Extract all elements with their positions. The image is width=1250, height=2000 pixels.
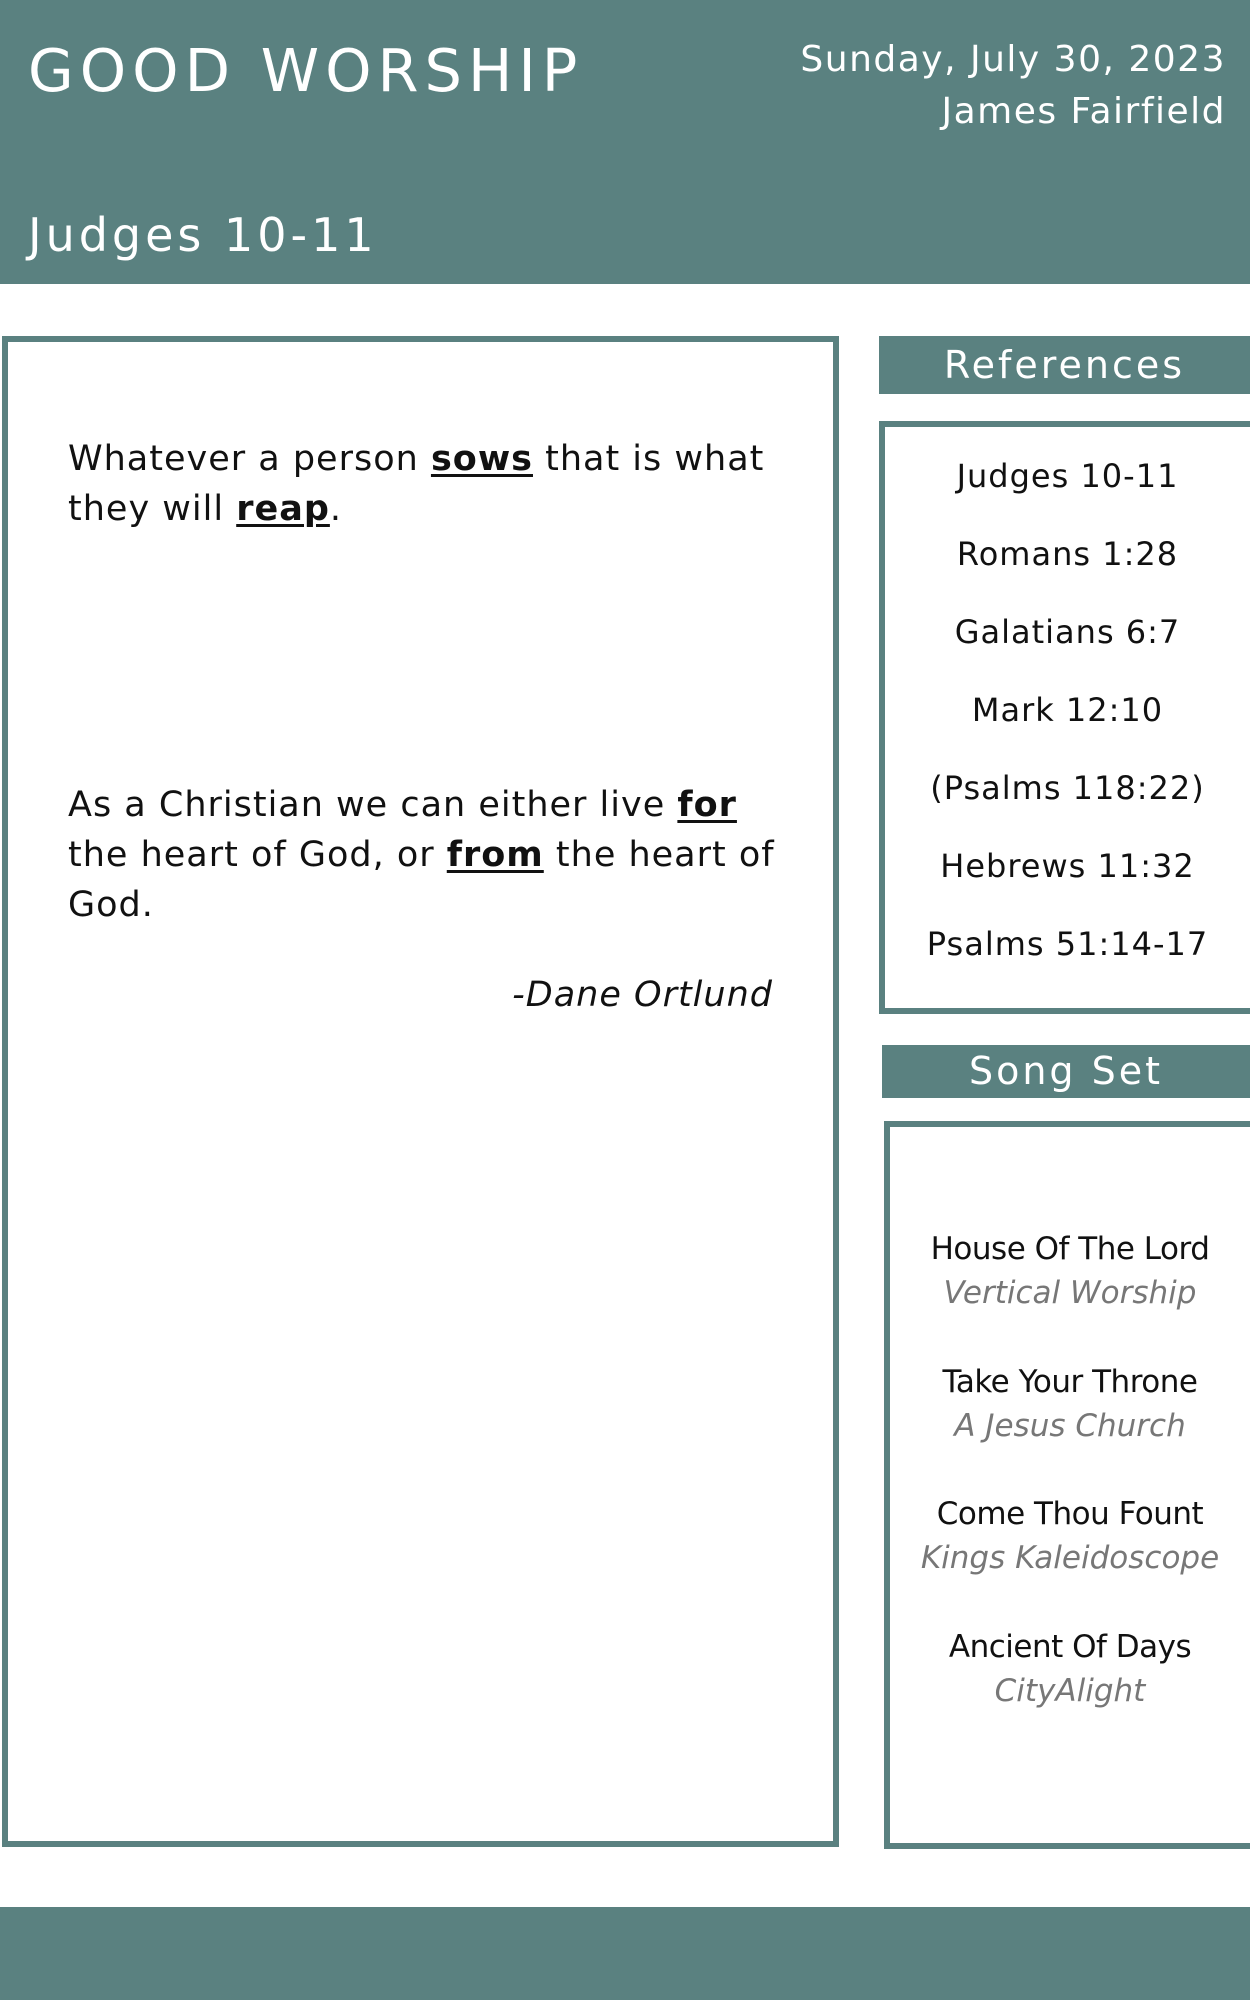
quote-text: the heart of God, or (68, 835, 447, 875)
notes-panel (2, 336, 839, 1847)
quote-text: As a Christian we can either live (68, 785, 678, 825)
song-set-list (884, 1121, 1250, 1849)
sermon-passage: Judges 10-11 (28, 208, 378, 262)
song-item (890, 1492, 1250, 1580)
song-set-heading: Song Set (882, 1045, 1250, 1098)
quote-author: -Dane Ortlund (512, 975, 773, 1015)
reference-item: Judges 10-11 (956, 457, 1179, 495)
emphasis-word: from (446, 835, 544, 875)
brand-title: GOOD WORSHIP (28, 36, 584, 105)
song-artist: Vertical Worship (943, 1275, 1197, 1311)
song-item (890, 1625, 1250, 1713)
references-heading: References (879, 336, 1250, 394)
reference-item: Hebrews 11:32 (940, 847, 1195, 885)
reference-item: Psalms 51:14-17 (926, 925, 1209, 963)
emphasis-word: reap (236, 489, 330, 529)
quote-text: the heart of God. (68, 835, 775, 925)
quote-text: Whatever a person (68, 439, 431, 479)
reference-item: Mark 12:10 (971, 691, 1164, 729)
emphasis-word: sows (430, 439, 533, 479)
song-title: Ancient Of Days (948, 1629, 1192, 1665)
quote-text: . (329, 489, 343, 529)
reference-item: (Psalms 118:22) (930, 769, 1205, 807)
quote-text: that is what they will (68, 439, 765, 529)
emphasis-word: for (677, 785, 737, 825)
header-banner (0, 0, 1250, 284)
song-artist: CityAlight (994, 1673, 1146, 1709)
service-meta (800, 34, 1226, 138)
quote-sow-reap (68, 434, 788, 534)
song-artist: A Jesus Church (954, 1408, 1186, 1444)
song-title: House Of The Lord (930, 1231, 1210, 1267)
footer-band (0, 1907, 1250, 2000)
reference-item: Romans 1:28 (956, 535, 1179, 573)
reference-item: Galatians 6:7 (954, 613, 1181, 651)
service-date: Sunday, July 30, 2023 (800, 39, 1226, 80)
song-item (890, 1227, 1250, 1315)
song-artist: Kings Kaleidoscope (920, 1540, 1220, 1576)
quote-heart-of-god (68, 780, 788, 930)
song-title: Take Your Throne (942, 1364, 1198, 1400)
speaker-name: James Fairfield (941, 91, 1226, 132)
song-title: Come Thou Fount (936, 1496, 1204, 1532)
song-item (890, 1360, 1250, 1448)
references-list (879, 421, 1250, 1014)
